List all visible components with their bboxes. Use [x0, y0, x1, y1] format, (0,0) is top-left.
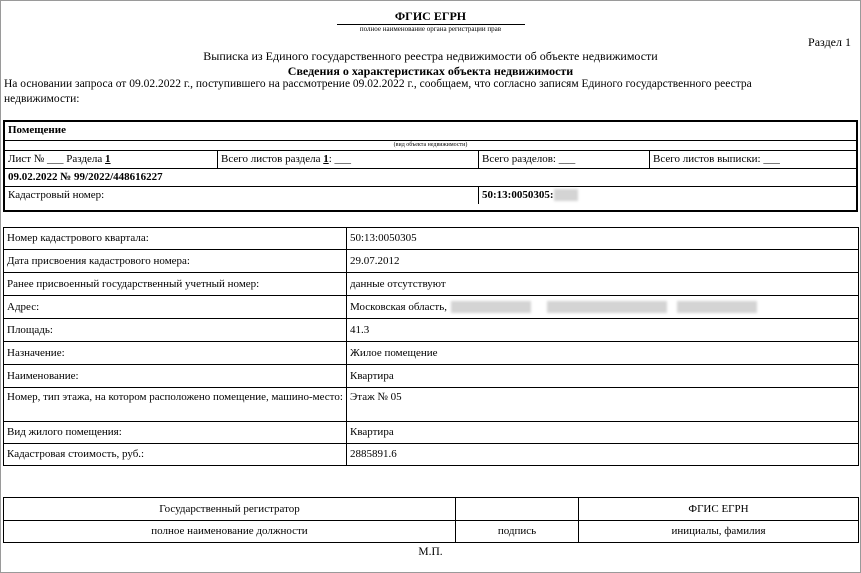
doc-subtitle: Сведения о характеристиках объекта недвижимости	[287, 64, 574, 78]
signature-cell	[456, 498, 579, 521]
sign-caption: подпись	[497, 525, 537, 537]
property-label: Кадастровая стоимость, руб.:	[7, 448, 145, 460]
name-caption: инициалы, фамилия	[671, 525, 766, 537]
property-row	[4, 296, 859, 319]
properties-table	[3, 227, 859, 466]
org-name: ФГИС ЕГРН	[394, 9, 467, 23]
property-label: Адрес:	[7, 300, 40, 313]
object-type-caption: (вид объекта недвижимости)	[393, 142, 468, 148]
intro-line-2: недвижимости:	[4, 93, 80, 105]
registrar-name: ФГИС ЕГРН	[688, 502, 749, 515]
total-extract-label: Всего листов выписки:	[653, 152, 761, 165]
org-underline	[337, 24, 525, 25]
property-value: Этаж № 05	[350, 391, 402, 403]
section-label: Раздел 1	[808, 35, 851, 49]
org-caption: полное наименование органа регистрации прав	[359, 25, 502, 33]
property-row	[4, 388, 859, 422]
redacted-cadastral-suffix	[554, 189, 578, 201]
doc-title: Выписка из Единого государственного реестра недвижимости об объекте недвижимости	[203, 49, 658, 63]
total-extract-value: ___	[763, 152, 780, 165]
signature-table	[3, 497, 859, 543]
property-value: 41.3	[350, 323, 370, 336]
property-value: Московская область,	[350, 300, 447, 313]
property-row	[4, 422, 859, 444]
property-value: данные отсутствуют	[350, 277, 446, 290]
section-no: 1	[105, 152, 111, 165]
sheet-no-value: ___	[47, 152, 64, 165]
intro-line-1: На основании запроса от 09.02.2022 г., поступившего на рассмотрение 09.02.2022 г., сообщаем, что согласно записям Единого государственного реестра	[4, 78, 752, 90]
cadastral-value: 50:13:0050305:	[482, 188, 554, 201]
redacted-address-part	[677, 301, 757, 313]
property-row	[4, 342, 859, 365]
property-row	[4, 250, 859, 273]
object-table: Помещение (вид объекта недвижимости) Лист № ___ Раздела 1 Всего листов раздела 1: ___ Всего разделов: ___ Всего листов выписки: ___ 09.02.2022 № 99/2022/448616227 Кадастровый номер: 50:13:0050305:	[5, 122, 856, 204]
sheet-no-label: Лист №	[8, 152, 45, 165]
record-line: 09.02.2022 № 99/2022/448616227	[8, 170, 163, 183]
property-value: Квартира	[350, 426, 394, 438]
property-label: Ранее присвоенный государственный учетный номер:	[7, 277, 260, 290]
redacted-address-part	[451, 301, 531, 313]
property-label: Площадь:	[7, 323, 53, 336]
object-type: Помещение	[8, 124, 66, 137]
property-value: 2885891.6	[350, 448, 397, 460]
property-row	[4, 273, 859, 296]
total-sheets-value: ___	[334, 152, 352, 165]
property-label: Назначение:	[7, 346, 65, 359]
property-row	[4, 228, 859, 250]
section-word: Раздела	[66, 152, 103, 165]
total-sheets-section: 1	[323, 152, 329, 165]
property-row	[4, 319, 859, 342]
property-value: 29.07.2012	[350, 254, 400, 267]
property-label: Вид жилого помещения:	[7, 426, 122, 438]
redacted-address-part	[547, 301, 667, 313]
position-caption: полное наименование должности	[151, 525, 308, 537]
cadastral-label: Кадастровый номер:	[8, 188, 105, 201]
total-sections-value: ___	[558, 152, 576, 165]
property-label: Дата присвоения кадастрового номера:	[7, 254, 190, 267]
stamp-label: М.П.	[418, 546, 443, 558]
property-label: Наименование:	[7, 369, 79, 382]
property-label: Номер, тип этажа, на котором расположено помещение, машино-место:	[7, 391, 343, 403]
property-row	[4, 444, 859, 466]
property-value: Жилое помещение	[350, 346, 438, 359]
property-value: 50:13:0050305	[350, 232, 417, 244]
property-value: Квартира	[350, 369, 394, 382]
property-label: Номер кадастрового квартала:	[7, 232, 149, 244]
property-row	[4, 365, 859, 388]
total-sections-label: Всего разделов:	[482, 152, 556, 165]
registrar-position: Государственный регистратор	[159, 502, 300, 515]
total-sheets-label: Всего листов раздела	[221, 152, 321, 165]
